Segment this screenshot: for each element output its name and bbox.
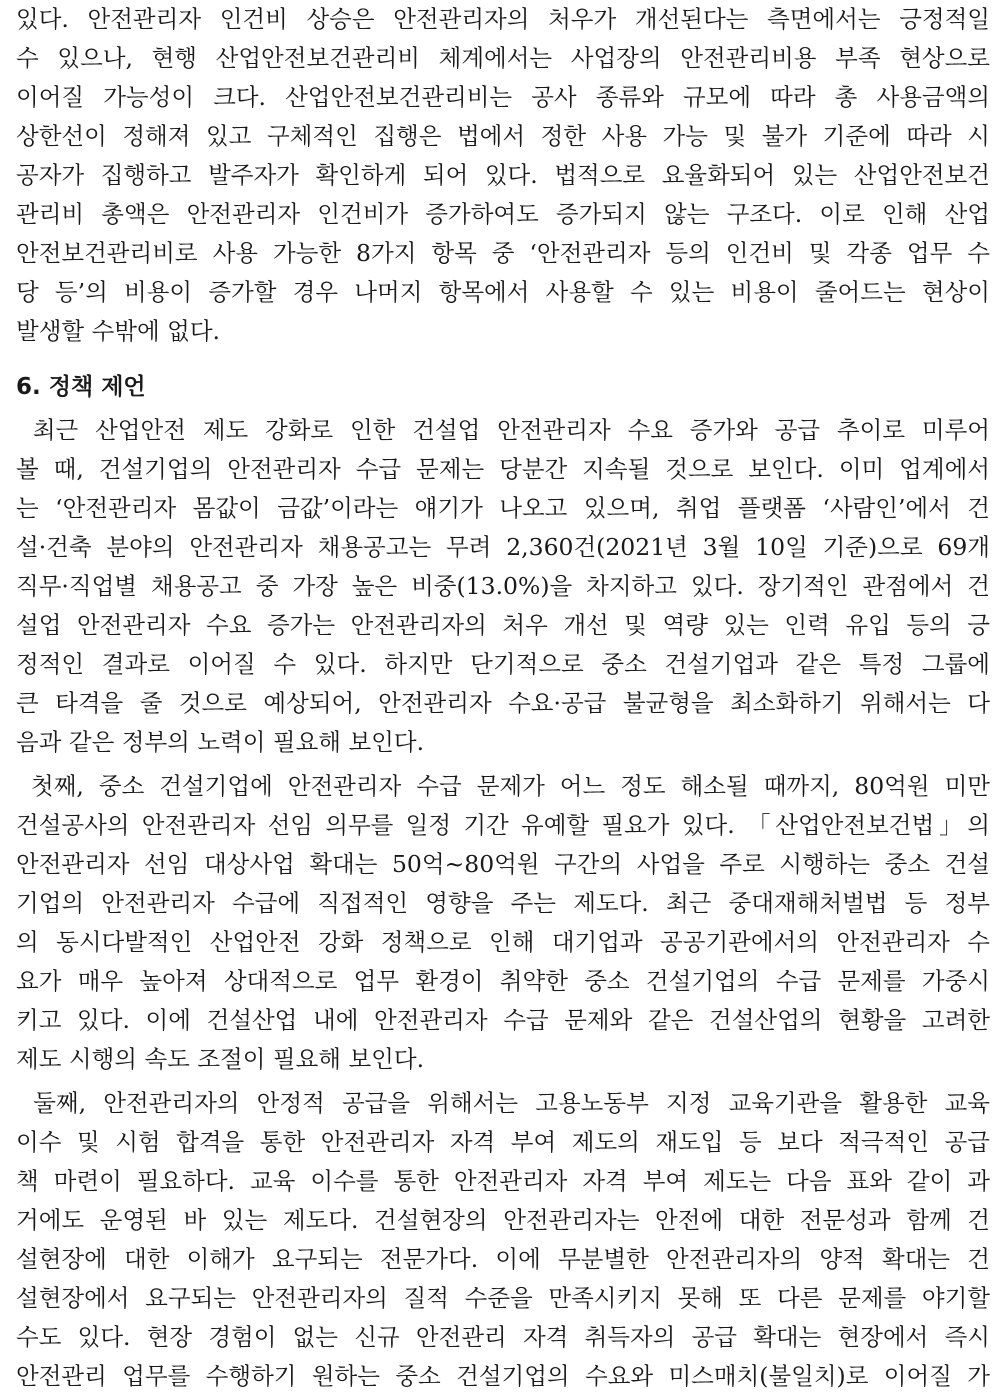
- text-line: 설업 안전관리자 수요 증가는 안전관리자의 처우 개선 및 역량 있는 인력 유입 등의 긍: [16, 611, 990, 639]
- section-heading: 6. 정책 제언: [16, 374, 146, 400]
- text-line: 음과 같은 정부의 노력이 필요해 보인다.: [16, 728, 425, 756]
- text-line: 키고 있다. 이에 건설산업 내에 안전관리자 수급 문제와 같은 건설산업의 현황을 고려한: [16, 1006, 990, 1034]
- text-line: 최근 산업안전 제도 강화로 인한 건설업 안전관리자 수요 증가와 공급 추이로 미루어: [16, 416, 990, 444]
- text-line: 건설공사의 안전관리자 선임 의무를 일정 기간 유예할 필요가 있다. 「산업안전보건법」의: [16, 811, 990, 839]
- text-line: 는 ‘안전관리자 몸값이 금값’이라는 얘기가 나오고 있으며, 취업 플랫폼 ‘사람인’에서 건: [16, 494, 990, 522]
- text-line: 기업의 안전관리자 수급에 직접적인 영향을 주는 제도다. 최근 중대재해처벌법 등 정부: [16, 889, 990, 917]
- paragraph-labor-cost: [16, 0, 990, 351]
- paragraph-first-proposal: [16, 767, 990, 1079]
- text-line: 설현장에서 요구되는 안전관리자의 질적 수준을 만족시키지 못해 또 다른 문제를 야기할: [16, 1284, 990, 1312]
- text-line: 제도 시행의 속도 조절이 필요해 보인다.: [16, 1045, 425, 1073]
- text-line: 둘째, 안전관리자의 안정적 공급을 위해서는 고용노동부 지정 교육기관을 활용한 교육: [16, 1089, 990, 1117]
- text-line: 공자가 집행하고 발주자가 확인하게 되어 있다. 법적으로 요율화되어 있는 산업안전보건: [16, 161, 990, 189]
- paragraph-second-proposal: [16, 1084, 990, 1396]
- document-page: [16, 0, 990, 1396]
- text-line: 관리비 총액은 안전관리자 인건비가 증가하여도 증가되지 않는 구조다. 이로 인해 산업: [16, 200, 990, 228]
- text-line: 요가 매우 높아져 상대적으로 업무 환경이 취약한 중소 건설기업의 수급 문제를 가중시: [16, 967, 990, 995]
- text-line: 있다. 안전관리자 인건비 상승은 안전관리자의 처우가 개선된다는 측면에서는 긍정적일: [16, 5, 990, 33]
- text-line: 직무·직업별 채용공고 중 가장 높은 비중(13.0%)을 차지하고 있다. 장기적인 관점에서 건: [16, 572, 990, 600]
- text-line: 안전관리 업무를 수행하기 원하는 중소 건설기업의 수요와 미스매치(불일치)로 이어질 가: [16, 1362, 990, 1390]
- text-line: 책 마련이 필요하다. 교육 이수를 통한 안전관리자 자격 부여 제도는 다음 표와 같이 과: [16, 1167, 990, 1195]
- text-line: 의 동시다발적인 산업안전 강화 정책으로 인해 대기업과 공공기관에서의 안전관리자 수: [16, 928, 990, 956]
- text-line: 큰 타격을 줄 것으로 예상되어, 안전관리자 수요·공급 불균형을 최소화하기 위해서는 다: [16, 689, 990, 717]
- text-line: 설·건축 분야의 안전관리자 채용공고는 무려 2,360건(2021년 3월 10일 기준)으로 69개: [16, 533, 990, 561]
- text-line: 설현장에 대한 이해가 요구되는 전문가다. 이에 무분별한 안전관리자의 양적 확대는 건: [16, 1245, 990, 1273]
- text-line: 거에도 운영된 바 있는 제도다. 건설현장의 안전관리자는 안전에 대한 전문성과 함께 건: [16, 1206, 990, 1234]
- text-line: 볼 때, 건설기업의 안전관리자 수급 문제는 당분간 지속될 것으로 보인다. 이미 업계에서: [16, 455, 990, 483]
- text-line: 정적인 결과로 이어질 수 있다. 하지만 단기적으로 중소 건설기업과 같은 특정 그룹에: [16, 650, 990, 678]
- text-line: 이어질 가능성이 크다. 산업안전보건관리비는 공사 종류와 규모에 따라 총 사용금액의: [16, 83, 990, 111]
- paragraph-intro: [16, 411, 990, 762]
- text-line: 상한선이 정해져 있고 구체적인 집행은 법에서 정한 사용 가능 및 불가 기준에 따라 시: [16, 122, 990, 150]
- text-line: 첫째, 중소 건설기업에 안전관리자 수급 문제가 어느 정도 해소될 때까지, 80억원 미만: [16, 772, 990, 800]
- text-line: 안전보건관리비로 사용 가능한 8가지 항목 중 ‘안전관리자 등의 인건비 및 각종 업무 수: [16, 239, 990, 267]
- text-line: 수 있으나, 현행 산업안전보건관리비 체계에서는 사업장의 안전관리비용 부족 현상으로: [16, 44, 990, 72]
- text-line: 당 등’의 비용이 증가할 경우 나머지 항목에서 사용할 수 있는 비용이 줄어드는 현상이: [16, 278, 990, 306]
- text-line: 수도 있다. 현장 경험이 없는 신규 안전관리 자격 취득자의 공급 확대는 현장에서 즉시: [16, 1323, 990, 1351]
- text-line: 이수 및 시험 합격을 통한 안전관리자 자격 부여 제도의 재도입 등 보다 적극적인 공급: [16, 1128, 990, 1156]
- text-line: 발생할 수밖에 없다.: [16, 317, 221, 345]
- text-line: 안전관리자 선임 대상사업 확대는 50억~80억원 구간의 사업을 주로 시행하는 중소 건설: [16, 850, 990, 878]
